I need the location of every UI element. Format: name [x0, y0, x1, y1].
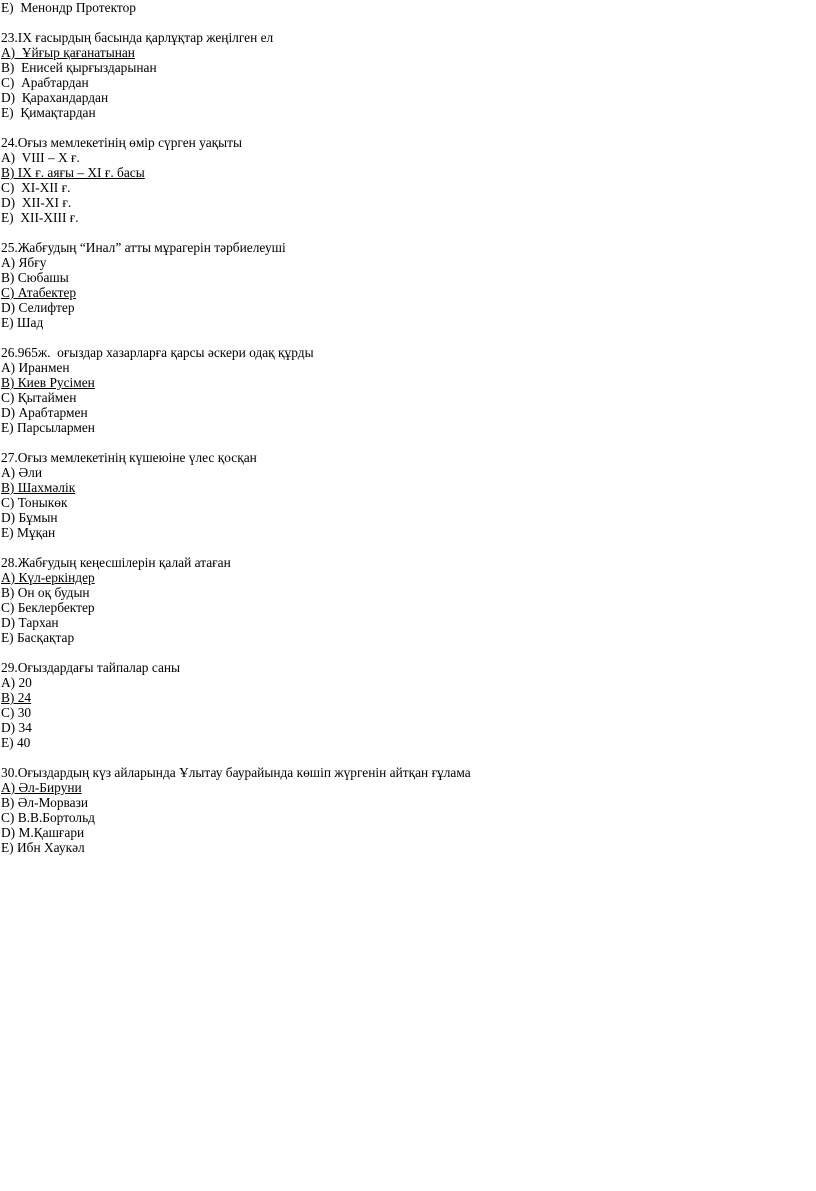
q30-option-c: C) В.В.Бортольд: [1, 810, 95, 825]
q24-option-c: C) XI-XII ғ.: [1, 180, 71, 195]
q26-option-d: D) Арабтармен: [1, 405, 88, 420]
q26-option-e: E) Парсылармен: [1, 420, 95, 435]
question-23: 23.IX ғасырдың басында қарлұқтар жеңілген ел: [1, 30, 274, 45]
q24-option-b-correct: B) IX ғ. аяғы – XI ғ. басы: [1, 165, 145, 180]
q25-option-c-correct: C) Атабектер: [1, 285, 77, 300]
q25-option-b: B) Сюбашы: [1, 270, 69, 285]
q23-option-d: D) Қарахандардан: [1, 90, 109, 105]
question-28: 28.Жабғудың кеңесшілерін қалай атаған: [1, 555, 231, 570]
q28-option-c: C) Беклербектер: [1, 600, 95, 615]
q25-option-e: E) Шад: [1, 315, 44, 330]
q24-option-e: E) XII-XIII ғ.: [1, 210, 79, 225]
q27-option-c: C) Тоныкөк: [1, 495, 68, 510]
q29-option-a: A) 20: [1, 675, 32, 690]
q30-option-d: D) М.Қашғари: [1, 825, 85, 840]
q23-option-a-correct: A) Ұйғыр қағанатынан: [1, 45, 135, 60]
q27-option-b-correct: B) Шахмәлік: [1, 480, 76, 495]
q26-option-b-correct: B) Киев Русімен: [1, 375, 95, 390]
q25-option-a: A) Ябғу: [1, 255, 47, 270]
option-e: E) Менондр Протектор: [1, 0, 136, 15]
q25-option-d: D) Селифтер: [1, 300, 75, 315]
q29-option-d: D) 34: [1, 720, 32, 735]
q27-option-a: A) Әли: [1, 465, 42, 480]
question-30: 30.Оғыздардың күз айларында Ұлытау баурайында көшіп жүргенін айтқан ғұлама: [1, 765, 471, 780]
q28-option-a-correct: A) Күл-еркіндер: [1, 570, 95, 585]
q23-option-e: E) Қимақтардан: [1, 105, 96, 120]
q26-option-a: A) Иранмен: [1, 360, 70, 375]
q23-option-c: C) Арабтардан: [1, 75, 89, 90]
q29-option-c: C) 30: [1, 705, 32, 720]
q30-option-e: E) Ибн Хаукәл: [1, 840, 85, 855]
q26-option-c: C) Қытаймен: [1, 390, 77, 405]
q30-option-b: B) Әл-Морвази: [1, 795, 89, 810]
q27-option-d: D) Бұмын: [1, 510, 58, 525]
q29-option-b-correct: B) 24: [1, 690, 32, 705]
question-29: 29.Оғыздардағы тайпалар саны: [1, 660, 181, 675]
question-26: 26.965ж. оғыздар хазарларға қарсы әскери одақ құрды: [1, 345, 314, 360]
q29-option-e: E) 40: [1, 735, 31, 750]
q28-option-e: E) Басқақтар: [1, 630, 75, 645]
q27-option-e: E) Мұқан: [1, 525, 56, 540]
question-24: 24.Оғыз мемлекетінің өмір сүрген уақыты: [1, 135, 242, 150]
question-25: 25.Жабғудың “Инал” атты мұрагерін тәрбиелеуші: [1, 240, 286, 255]
q28-option-b: B) Он оқ будын: [1, 585, 90, 600]
q24-option-a: A) VIII – X ғ.: [1, 150, 80, 165]
q30-option-a-correct: A) Әл-Бируни: [1, 780, 82, 795]
question-27: 27.Оғыз мемлекетінің күшеюіне үлес қосқан: [1, 450, 257, 465]
q23-option-b: B) Енисей қырғыздарынан: [1, 60, 157, 75]
q24-option-d: D) XII-XI ғ.: [1, 195, 72, 210]
q28-option-d: D) Тархан: [1, 615, 59, 630]
